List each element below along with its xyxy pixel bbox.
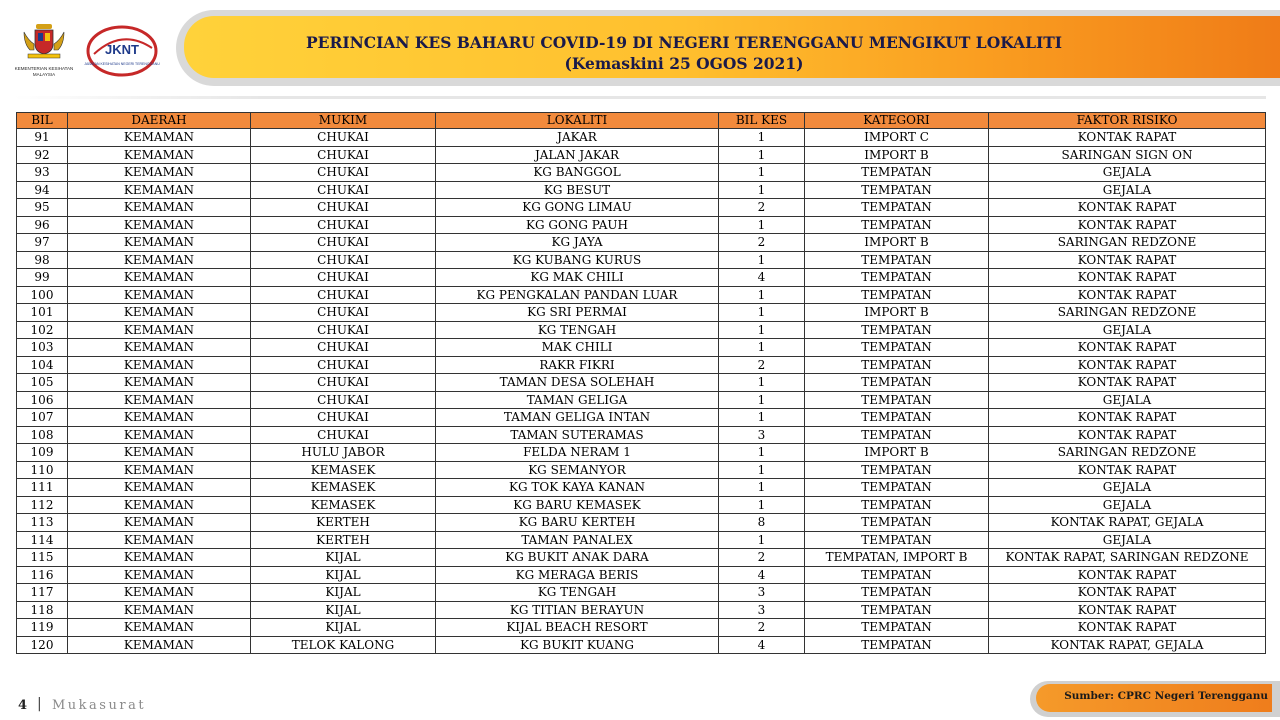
table-row bbox=[17, 216, 1266, 234]
cell-bil: 107 bbox=[17, 409, 68, 427]
table-body bbox=[17, 129, 1266, 654]
cell-lokaliti: KG MAK CHILI bbox=[436, 269, 719, 287]
cell-lokaliti: KG KUBANG KURUS bbox=[436, 251, 719, 269]
cell-lokaliti: TAMAN PANALEX bbox=[436, 531, 719, 549]
table-row bbox=[17, 619, 1266, 637]
cell-daerah: KEMAMAN bbox=[68, 339, 251, 357]
table-row bbox=[17, 164, 1266, 182]
cell-mukim: KIJAL bbox=[251, 619, 436, 637]
cell-faktor-risiko: KONTAK RAPAT bbox=[989, 426, 1266, 444]
cell-lokaliti: KG TITIAN BERAYUN bbox=[436, 601, 719, 619]
cell-mukim: KIJAL bbox=[251, 566, 436, 584]
cell-faktor-risiko: KONTAK RAPAT bbox=[989, 199, 1266, 217]
cell-daerah: KEMAMAN bbox=[68, 601, 251, 619]
cell-bil: 112 bbox=[17, 496, 68, 514]
cell-kategori: TEMPATAN bbox=[805, 286, 989, 304]
cell-faktor-risiko: KONTAK RAPAT bbox=[989, 619, 1266, 637]
cell-kategori: TEMPATAN bbox=[805, 479, 989, 497]
table-row bbox=[17, 461, 1266, 479]
cell-lokaliti: FELDA NERAM 1 bbox=[436, 444, 719, 462]
cell-mukim: CHUKAI bbox=[251, 199, 436, 217]
cell-faktor-risiko: SARINGAN REDZONE bbox=[989, 234, 1266, 252]
cell-mukim: KEMASEK bbox=[251, 496, 436, 514]
cell-faktor-risiko: SARINGAN SIGN ON bbox=[989, 146, 1266, 164]
cell-bil: 102 bbox=[17, 321, 68, 339]
column-header-bil-kes: BIL KES bbox=[719, 113, 805, 129]
cell-faktor-risiko: KONTAK RAPAT bbox=[989, 566, 1266, 584]
cell-bil-kes: 3 bbox=[719, 426, 805, 444]
cell-kategori: IMPORT B bbox=[805, 304, 989, 322]
table-row bbox=[17, 514, 1266, 532]
cell-bil: 115 bbox=[17, 549, 68, 567]
ministry-of-health-logo bbox=[14, 22, 74, 86]
cell-daerah: KEMAMAN bbox=[68, 549, 251, 567]
cell-bil-kes: 2 bbox=[719, 619, 805, 637]
cell-lokaliti: KG BUKIT ANAK DARA bbox=[436, 549, 719, 567]
cell-mukim: HULU JABOR bbox=[251, 444, 436, 462]
cell-bil-kes: 1 bbox=[719, 181, 805, 199]
table-row bbox=[17, 234, 1266, 252]
table-row bbox=[17, 286, 1266, 304]
cell-kategori: TEMPATAN bbox=[805, 391, 989, 409]
cell-bil-kes: 4 bbox=[719, 636, 805, 654]
cell-daerah: KEMAMAN bbox=[68, 251, 251, 269]
cell-daerah: KEMAMAN bbox=[68, 234, 251, 252]
cell-bil-kes: 3 bbox=[719, 601, 805, 619]
cell-bil-kes: 4 bbox=[719, 269, 805, 287]
cell-lokaliti: KG BUKIT KUANG bbox=[436, 636, 719, 654]
cell-mukim: CHUKAI bbox=[251, 426, 436, 444]
cell-daerah: KEMAMAN bbox=[68, 321, 251, 339]
cell-kategori: TEMPATAN bbox=[805, 461, 989, 479]
cell-faktor-risiko: KONTAK RAPAT bbox=[989, 269, 1266, 287]
cell-kategori: TEMPATAN bbox=[805, 619, 989, 637]
cell-faktor-risiko: KONTAK RAPAT bbox=[989, 286, 1266, 304]
jknt-emblem-icon bbox=[84, 24, 160, 78]
cell-faktor-risiko: GEJALA bbox=[989, 391, 1266, 409]
cell-mukim: KERTEH bbox=[251, 531, 436, 549]
cell-bil: 92 bbox=[17, 146, 68, 164]
cell-bil: 98 bbox=[17, 251, 68, 269]
table-row bbox=[17, 531, 1266, 549]
cell-bil-kes: 1 bbox=[719, 129, 805, 147]
cell-bil: 120 bbox=[17, 636, 68, 654]
page-title: PERINCIAN KES BAHARU COVID-19 DI NEGERI TERENGGANU MENGIKUT LOKALITI bbox=[305, 33, 1063, 52]
table-row bbox=[17, 129, 1266, 147]
cell-bil-kes: 1 bbox=[719, 339, 805, 357]
cell-lokaliti: KG TENGAH bbox=[436, 321, 719, 339]
cell-kategori: TEMPATAN bbox=[805, 409, 989, 427]
table-row bbox=[17, 601, 1266, 619]
column-header-kategori: KATEGORI bbox=[805, 113, 989, 129]
cell-daerah: KEMAMAN bbox=[68, 286, 251, 304]
cell-bil: 101 bbox=[17, 304, 68, 322]
jknt-logo-text: JKNT bbox=[105, 42, 139, 57]
cell-kategori: TEMPATAN bbox=[805, 269, 989, 287]
cell-faktor-risiko: KONTAK RAPAT bbox=[989, 374, 1266, 392]
cell-kategori: TEMPATAN, IMPORT B bbox=[805, 549, 989, 567]
table-row bbox=[17, 391, 1266, 409]
cell-faktor-risiko: KONTAK RAPAT bbox=[989, 601, 1266, 619]
cases-table bbox=[16, 112, 1266, 654]
table-row bbox=[17, 444, 1266, 462]
cell-lokaliti: KG BANGGOL bbox=[436, 164, 719, 182]
table-row bbox=[17, 566, 1266, 584]
cell-mukim: KEMASEK bbox=[251, 479, 436, 497]
cell-lokaliti: KG JAYA bbox=[436, 234, 719, 252]
cell-bil-kes: 1 bbox=[719, 531, 805, 549]
cell-daerah: KEMAMAN bbox=[68, 496, 251, 514]
cell-daerah: KEMAMAN bbox=[68, 391, 251, 409]
cell-bil: 94 bbox=[17, 181, 68, 199]
cell-bil: 108 bbox=[17, 426, 68, 444]
table-row bbox=[17, 251, 1266, 269]
cell-faktor-risiko: GEJALA bbox=[989, 321, 1266, 339]
cell-mukim: CHUKAI bbox=[251, 374, 436, 392]
cell-daerah: KEMAMAN bbox=[68, 129, 251, 147]
cell-mukim: CHUKAI bbox=[251, 269, 436, 287]
cell-kategori: TEMPATAN bbox=[805, 426, 989, 444]
cell-mukim: CHUKAI bbox=[251, 409, 436, 427]
cell-lokaliti: KG BARU KEMASEK bbox=[436, 496, 719, 514]
cell-faktor-risiko: GEJALA bbox=[989, 531, 1266, 549]
cell-lokaliti: JAKAR bbox=[436, 129, 719, 147]
cell-mukim: CHUKAI bbox=[251, 304, 436, 322]
cell-bil-kes: 1 bbox=[719, 321, 805, 339]
cell-bil-kes: 1 bbox=[719, 409, 805, 427]
column-header-lokaliti: LOKALITI bbox=[436, 113, 719, 129]
cell-bil-kes: 1 bbox=[719, 216, 805, 234]
cell-bil: 97 bbox=[17, 234, 68, 252]
table-row bbox=[17, 496, 1266, 514]
cell-daerah: KEMAMAN bbox=[68, 199, 251, 217]
cell-lokaliti: RAKR FIKRI bbox=[436, 356, 719, 374]
cell-daerah: KEMAMAN bbox=[68, 374, 251, 392]
cell-lokaliti: KG PENGKALAN PANDAN LUAR bbox=[436, 286, 719, 304]
cell-daerah: KEMAMAN bbox=[68, 514, 251, 532]
table-row bbox=[17, 339, 1266, 357]
page-label: Mukasurat bbox=[52, 698, 147, 713]
cell-lokaliti: TAMAN GELIGA bbox=[436, 391, 719, 409]
cell-faktor-risiko: SARINGAN REDZONE bbox=[989, 444, 1266, 462]
table-row bbox=[17, 146, 1266, 164]
cell-bil-kes: 1 bbox=[719, 391, 805, 409]
cell-kategori: IMPORT B bbox=[805, 234, 989, 252]
cell-kategori: IMPORT B bbox=[805, 444, 989, 462]
cell-lokaliti: KG BESUT bbox=[436, 181, 719, 199]
cell-bil: 110 bbox=[17, 461, 68, 479]
cell-kategori: TEMPATAN bbox=[805, 496, 989, 514]
cell-kategori: TEMPATAN bbox=[805, 356, 989, 374]
cell-mukim: CHUKAI bbox=[251, 146, 436, 164]
cell-bil: 96 bbox=[17, 216, 68, 234]
cell-daerah: KEMAMAN bbox=[68, 566, 251, 584]
cell-daerah: KEMAMAN bbox=[68, 146, 251, 164]
cell-lokaliti: MAK CHILI bbox=[436, 339, 719, 357]
table-row bbox=[17, 321, 1266, 339]
cell-faktor-risiko: KONTAK RAPAT, SARINGAN REDZONE bbox=[989, 549, 1266, 567]
cell-daerah: KEMAMAN bbox=[68, 269, 251, 287]
cell-bil-kes: 1 bbox=[719, 286, 805, 304]
cell-mukim: CHUKAI bbox=[251, 234, 436, 252]
cell-kategori: TEMPATAN bbox=[805, 216, 989, 234]
table-row bbox=[17, 269, 1266, 287]
cell-mukim: KIJAL bbox=[251, 601, 436, 619]
cell-kategori: TEMPATAN bbox=[805, 531, 989, 549]
cell-kategori: TEMPATAN bbox=[805, 584, 989, 602]
cell-mukim: CHUKAI bbox=[251, 216, 436, 234]
cell-kategori: TEMPATAN bbox=[805, 636, 989, 654]
cell-bil: 100 bbox=[17, 286, 68, 304]
cell-mukim: KERTEH bbox=[251, 514, 436, 532]
table-row bbox=[17, 479, 1266, 497]
cell-daerah: KEMAMAN bbox=[68, 584, 251, 602]
cell-faktor-risiko: KONTAK RAPAT bbox=[989, 409, 1266, 427]
cell-faktor-risiko: KONTAK RAPAT, GEJALA bbox=[989, 514, 1266, 532]
cell-daerah: KEMAMAN bbox=[68, 426, 251, 444]
cell-bil: 116 bbox=[17, 566, 68, 584]
cell-lokaliti: KG TENGAH bbox=[436, 584, 719, 602]
table-row bbox=[17, 409, 1266, 427]
cell-kategori: TEMPATAN bbox=[805, 601, 989, 619]
cell-daerah: KEMAMAN bbox=[68, 479, 251, 497]
column-header-daerah: DAERAH bbox=[68, 113, 251, 129]
page-separator: | bbox=[37, 696, 42, 712]
cell-bil: 93 bbox=[17, 164, 68, 182]
column-header-mukim: MUKIM bbox=[251, 113, 436, 129]
cell-bil-kes: 1 bbox=[719, 444, 805, 462]
source-text: Sumber: CPRC Negeri Terengganu bbox=[1064, 690, 1268, 702]
page-number: 4 bbox=[18, 698, 28, 713]
table-row bbox=[17, 426, 1266, 444]
cell-faktor-risiko: KONTAK RAPAT bbox=[989, 356, 1266, 374]
column-header-bil: BIL bbox=[17, 113, 68, 129]
cell-mukim: CHUKAI bbox=[251, 164, 436, 182]
page-title-block bbox=[184, 32, 1184, 74]
cell-kategori: TEMPATAN bbox=[805, 164, 989, 182]
cell-daerah: KEMAMAN bbox=[68, 164, 251, 182]
jknt-logo-caption: JABATAN KESIHATAN NEGERI TERENGGANU bbox=[84, 62, 160, 66]
cell-bil: 119 bbox=[17, 619, 68, 637]
cell-daerah: KEMAMAN bbox=[68, 619, 251, 637]
cell-bil-kes: 1 bbox=[719, 251, 805, 269]
cell-bil: 114 bbox=[17, 531, 68, 549]
cell-faktor-risiko: KONTAK RAPAT bbox=[989, 216, 1266, 234]
cell-lokaliti: JALAN JAKAR bbox=[436, 146, 719, 164]
cell-faktor-risiko: KONTAK RAPAT bbox=[989, 461, 1266, 479]
state-health-department-logo bbox=[84, 24, 160, 78]
cell-daerah: KEMAMAN bbox=[68, 636, 251, 654]
cell-lokaliti: TAMAN GELIGA INTAN bbox=[436, 409, 719, 427]
cell-kategori: TEMPATAN bbox=[805, 374, 989, 392]
cell-daerah: KEMAMAN bbox=[68, 356, 251, 374]
cell-bil-kes: 1 bbox=[719, 304, 805, 322]
cell-lokaliti: KG SEMANYOR bbox=[436, 461, 719, 479]
cell-lokaliti: KG BARU KERTEH bbox=[436, 514, 719, 532]
cell-bil: 105 bbox=[17, 374, 68, 392]
cell-daerah: KEMAMAN bbox=[68, 531, 251, 549]
table-row bbox=[17, 181, 1266, 199]
cell-faktor-risiko: GEJALA bbox=[989, 181, 1266, 199]
cell-bil: 117 bbox=[17, 584, 68, 602]
cell-lokaliti: TAMAN SUTERAMAS bbox=[436, 426, 719, 444]
cell-kategori: TEMPATAN bbox=[805, 181, 989, 199]
table-row bbox=[17, 304, 1266, 322]
cell-mukim: CHUKAI bbox=[251, 286, 436, 304]
cell-lokaliti: KG SRI PERMAI bbox=[436, 304, 719, 322]
cell-mukim: KIJAL bbox=[251, 549, 436, 567]
table-row bbox=[17, 584, 1266, 602]
cell-faktor-risiko: GEJALA bbox=[989, 496, 1266, 514]
table-header-row bbox=[17, 113, 1266, 129]
header-divider bbox=[14, 96, 1266, 99]
cell-daerah: KEMAMAN bbox=[68, 304, 251, 322]
cell-bil-kes: 3 bbox=[719, 584, 805, 602]
cell-mukim: CHUKAI bbox=[251, 251, 436, 269]
cell-faktor-risiko: KONTAK RAPAT bbox=[989, 584, 1266, 602]
cell-faktor-risiko: GEJALA bbox=[989, 479, 1266, 497]
cell-daerah: KEMAMAN bbox=[68, 444, 251, 462]
cell-mukim: CHUKAI bbox=[251, 339, 436, 357]
cell-bil-kes: 2 bbox=[719, 549, 805, 567]
cell-bil-kes: 1 bbox=[719, 164, 805, 182]
cell-faktor-risiko: KONTAK RAPAT bbox=[989, 339, 1266, 357]
cell-mukim: CHUKAI bbox=[251, 391, 436, 409]
cell-lokaliti: KG GONG PAUH bbox=[436, 216, 719, 234]
column-header-faktor-risiko: FAKTOR RISIKO bbox=[989, 113, 1266, 129]
cell-bil-kes: 8 bbox=[719, 514, 805, 532]
cell-bil: 99 bbox=[17, 269, 68, 287]
cell-faktor-risiko: KONTAK RAPAT bbox=[989, 251, 1266, 269]
cell-kategori: IMPORT C bbox=[805, 129, 989, 147]
cell-faktor-risiko: KONTAK RAPAT, GEJALA bbox=[989, 636, 1266, 654]
cell-bil: 95 bbox=[17, 199, 68, 217]
table-row bbox=[17, 549, 1266, 567]
cell-kategori: TEMPATAN bbox=[805, 199, 989, 217]
cell-daerah: KEMAMAN bbox=[68, 216, 251, 234]
cell-bil: 106 bbox=[17, 391, 68, 409]
cell-lokaliti: KIJAL BEACH RESORT bbox=[436, 619, 719, 637]
coat-of-arms-icon bbox=[20, 22, 68, 62]
cell-bil-kes: 1 bbox=[719, 461, 805, 479]
cell-faktor-risiko: KONTAK RAPAT bbox=[989, 129, 1266, 147]
cell-bil-kes: 4 bbox=[719, 566, 805, 584]
cell-bil: 113 bbox=[17, 514, 68, 532]
cell-mukim: CHUKAI bbox=[251, 356, 436, 374]
cell-bil-kes: 1 bbox=[719, 146, 805, 164]
cell-kategori: TEMPATAN bbox=[805, 514, 989, 532]
cell-mukim: KIJAL bbox=[251, 584, 436, 602]
cell-lokaliti: TAMAN DESA SOLEHAH bbox=[436, 374, 719, 392]
cell-faktor-risiko: GEJALA bbox=[989, 164, 1266, 182]
cell-bil: 109 bbox=[17, 444, 68, 462]
cell-bil: 103 bbox=[17, 339, 68, 357]
cell-mukim: TELOK KALONG bbox=[251, 636, 436, 654]
cell-bil: 118 bbox=[17, 601, 68, 619]
cell-daerah: KEMAMAN bbox=[68, 461, 251, 479]
cell-kategori: TEMPATAN bbox=[805, 321, 989, 339]
page-subtitle: (Kemaskini 25 OGOS 2021) bbox=[564, 54, 804, 73]
cell-lokaliti: KG GONG LIMAU bbox=[436, 199, 719, 217]
table-row bbox=[17, 199, 1266, 217]
cell-mukim: CHUKAI bbox=[251, 129, 436, 147]
cell-bil: 111 bbox=[17, 479, 68, 497]
cell-mukim: KEMASEK bbox=[251, 461, 436, 479]
cell-kategori: TEMPATAN bbox=[805, 251, 989, 269]
cell-lokaliti: KG MERAGA BERIS bbox=[436, 566, 719, 584]
cell-bil-kes: 2 bbox=[719, 199, 805, 217]
cell-mukim: CHUKAI bbox=[251, 181, 436, 199]
table-row bbox=[17, 356, 1266, 374]
cell-kategori: TEMPATAN bbox=[805, 566, 989, 584]
cell-bil-kes: 1 bbox=[719, 374, 805, 392]
cell-mukim: CHUKAI bbox=[251, 321, 436, 339]
cell-bil-kes: 1 bbox=[719, 479, 805, 497]
cell-bil: 91 bbox=[17, 129, 68, 147]
cell-bil-kes: 2 bbox=[719, 234, 805, 252]
cell-bil: 104 bbox=[17, 356, 68, 374]
cell-bil-kes: 1 bbox=[719, 496, 805, 514]
ministry-caption: KEMENTERIAN KESIHATAN MALAYSIA bbox=[14, 66, 74, 77]
cell-bil-kes: 2 bbox=[719, 356, 805, 374]
table-row bbox=[17, 636, 1266, 654]
cell-daerah: KEMAMAN bbox=[68, 409, 251, 427]
table-header bbox=[17, 113, 1266, 129]
cell-faktor-risiko: SARINGAN REDZONE bbox=[989, 304, 1266, 322]
table-row bbox=[17, 374, 1266, 392]
cell-lokaliti: KG TOK KAYA KANAN bbox=[436, 479, 719, 497]
cell-daerah: KEMAMAN bbox=[68, 181, 251, 199]
cell-kategori: TEMPATAN bbox=[805, 339, 989, 357]
cell-kategori: IMPORT B bbox=[805, 146, 989, 164]
